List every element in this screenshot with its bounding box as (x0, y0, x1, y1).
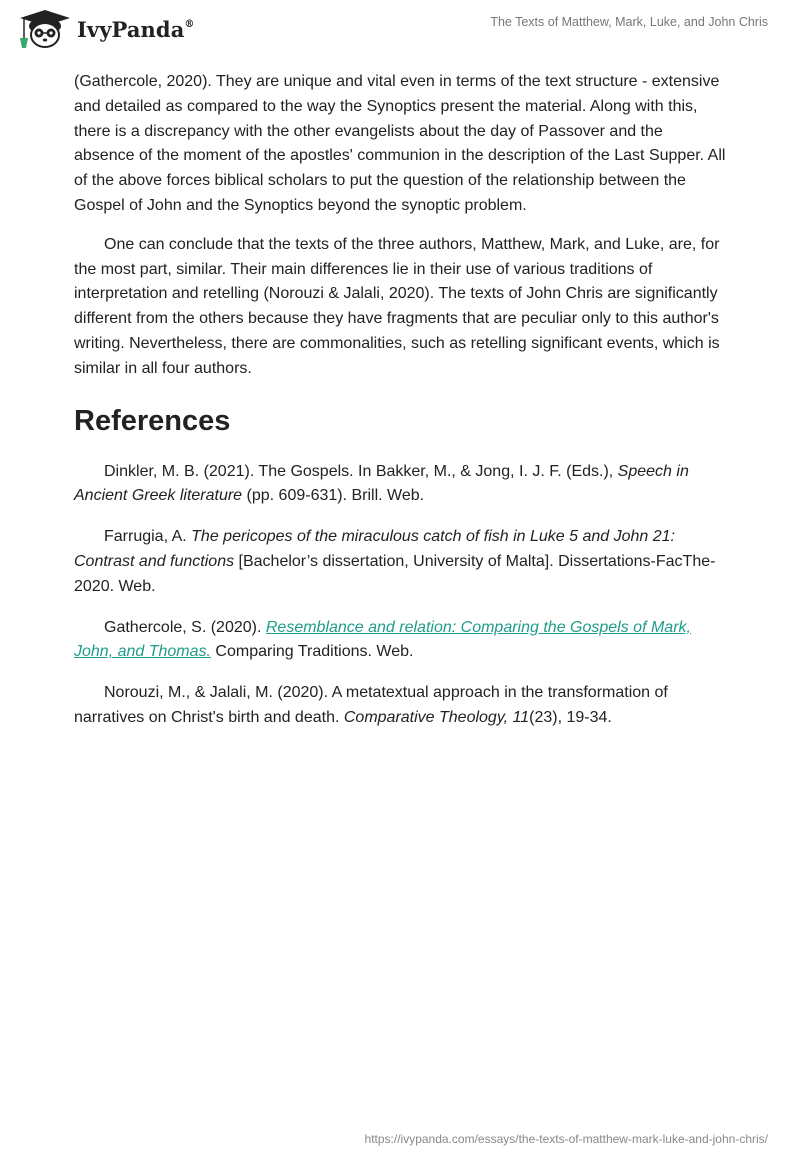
reference-item: Gathercole, S. (2020). Resemblance and relation: Comparing the Gospels of Mark, John, and Thomas. Comparing Traditions. Web. (74, 618, 691, 661)
references-heading: References (74, 404, 231, 437)
reference-link[interactable]: Resemblance and relation: Comparing the Gospels of Mark, John, and Thomas. (74, 618, 691, 661)
panda-graduation-cap-icon (14, 8, 76, 50)
reference-item: Dinkler, M. B. (2021). The Gospels. In Bakker, M., & Jong, I. J. F. (Eds.), Speech in Ancient Greek literature (pp. 609-631). Brill. Web. (74, 462, 689, 505)
logo-text: IvyPanda® (77, 16, 195, 42)
body-paragraph-2: One can conclude that the texts of the three authors, Matthew, Mark, and Luke, are, for the most part, similar. Their main differences lie in their use of various traditions of interpretation and retelling (Norouzi & Jalali, 2020). The texts of John Chris are significantly different from the others because they have fragments that are peculiar only to this author's writing. Nevertheless, there are commonalities, such as retelling significant events, which is similar in all four authors. (74, 235, 720, 377)
reference-item: Norouzi, M., & Jalali, M. (2020). A metatextual approach in the transformation of narratives on Christ's birth and death. Comparative Theology, 11(23), 19-34. (74, 684, 668, 726)
essay-content (74, 70, 726, 747)
page-header (0, 0, 800, 64)
reference-item: Farrugia, A. The pericopes of the miraculous catch of fish in Luke 5 and John 21: Contrast and functions [Bachelor’s dissertation, University of Malta]. Dissertations-FacThe-2020. Web. (74, 528, 716, 595)
footer-url[interactable]: https://ivypanda.com/essays/the-texts-of-matthew-mark-luke-and-john-chris/ (364, 1132, 768, 1146)
ivypanda-logo[interactable] (14, 8, 195, 50)
running-title: The Texts of Matthew, Mark, Luke, and John Chris (490, 15, 768, 29)
body-paragraph-1: (Gathercole, 2020). They are unique and vital even in terms of the text structure - extensive and detailed as compared to the way the Synoptics present the material. Along with this, there is a discrepancy with the other evangelists about the day of Passover and the absence of the moment of the apostles' communion in the description of the Last Supper. All of the above forces biblical scholars to put the question of the relationship between the Gospel of John and the Synoptics beyond the synoptic problem. (74, 73, 726, 214)
